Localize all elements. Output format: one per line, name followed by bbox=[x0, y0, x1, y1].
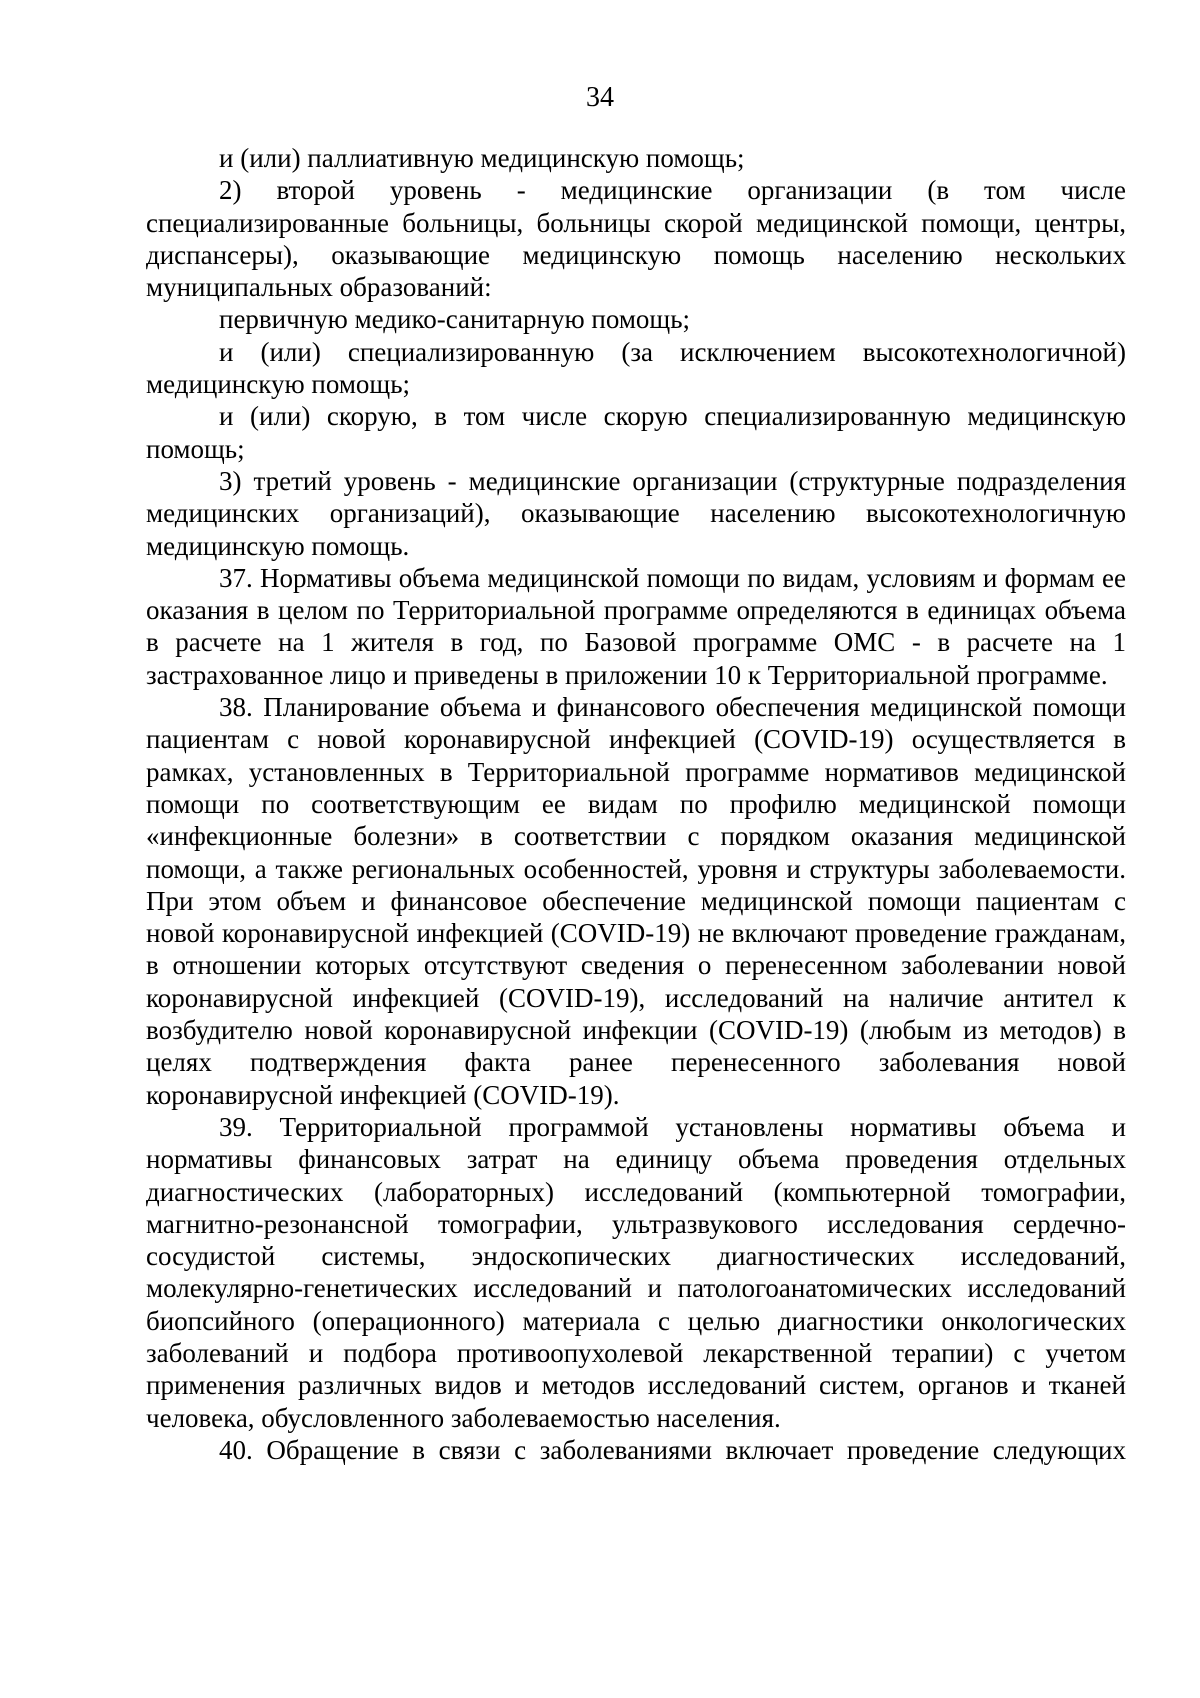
paragraph-39: 39. Территориальной программой установлены нормативы объема и нормативы финансовых затрат на единицу объема проведения отдельных диагностических (лабораторных) исследований (компьютерной томографии, магнитно-резонансной томографии, ультразвукового исследования сердечно-сосудистой системы, эндоскопических диагностических исследований, молекулярно-генетических исследований и патологоанатомических исследований биопсийного (операционного) материала с целью диагностики онкологических заболеваний и подбора противоопухолевой лекарственной терапии) с учетом применения различных видов и методов исследований систем, органов и тканей человека, обусловленного заболеваемостью населения. bbox=[146, 1111, 1126, 1433]
paragraph-37: 37. Нормативы объема медицинской помощи по видам, условиям и формам ее оказания в целом по Территориальной программе определяются в единицах объема в расчете на 1 жителя в год, по Базовой программе ОМС - в расчете на 1 застрахованное лицо и приведены в приложении 10 к Территориальной программе. bbox=[146, 562, 1126, 690]
paragraph-level-2: 2) второй уровень - медицинские организации (в том числе специализированные больницы, больницы скорой медицинской помощи, центры, диспансеры), оказывающие медицинскую помощь населению нескольких муниципальных образований: bbox=[146, 175, 1126, 303]
paragraph-level-3: 3) третий уровень - медицинские организации (структурные подразделения медицинских организаций), оказывающие населению высокотехнологичную медицинскую помощь. bbox=[146, 465, 1126, 561]
paragraph-primary-care: первичную медико-санитарную помощь; bbox=[219, 304, 691, 335]
paragraph-40: 40. Обращение в связи с заболеваниями включает проведение следующих bbox=[219, 1434, 1126, 1465]
document-body bbox=[146, 142, 1126, 1466]
paragraph-38: 38. Планирование объема и финансового обеспечения медицинской помощи пациентам с новой коронавирусной инфекцией (COVID-19) осуществляется в рамках, установленных в Территориальной программе нормативов медицинской помощи по соответствующим ее видам по профилю медицинской помощи «инфекционные болезни» в соответствии с порядком оказания медицинской помощи, а также региональных особенностей, уровня и структуры заболеваемости. При этом объем и финансовое обеспечение медицинской помощи пациентам с новой коронавирусной инфекцией (COVID-19) не включают проведение гражданам, в отношении которых отсутствуют сведения о перенесенном заболевании новой коронавирусной инфекцией (COVID-19), исследований на наличие антител к возбудителю новой коронавирусной инфекции (COVID-19) (любым из методов) в целях подтверждения факта ранее перенесенного заболевания новой коронавирусной инфекцией (COVID-19). bbox=[146, 692, 1126, 1110]
paragraph-palliative-continuation: и (или) паллиативную медицинскую помощь; bbox=[219, 143, 745, 173]
paragraph-specialized-care: и (или) специализированную (за исключением высокотехнологичной) медицинскую помощь; bbox=[146, 336, 1126, 400]
page-number: 34 bbox=[586, 82, 614, 113]
paragraph-emergency-care: и (или) скорую, в том числе скорую специализированную медицинскую помощь; bbox=[146, 401, 1126, 464]
